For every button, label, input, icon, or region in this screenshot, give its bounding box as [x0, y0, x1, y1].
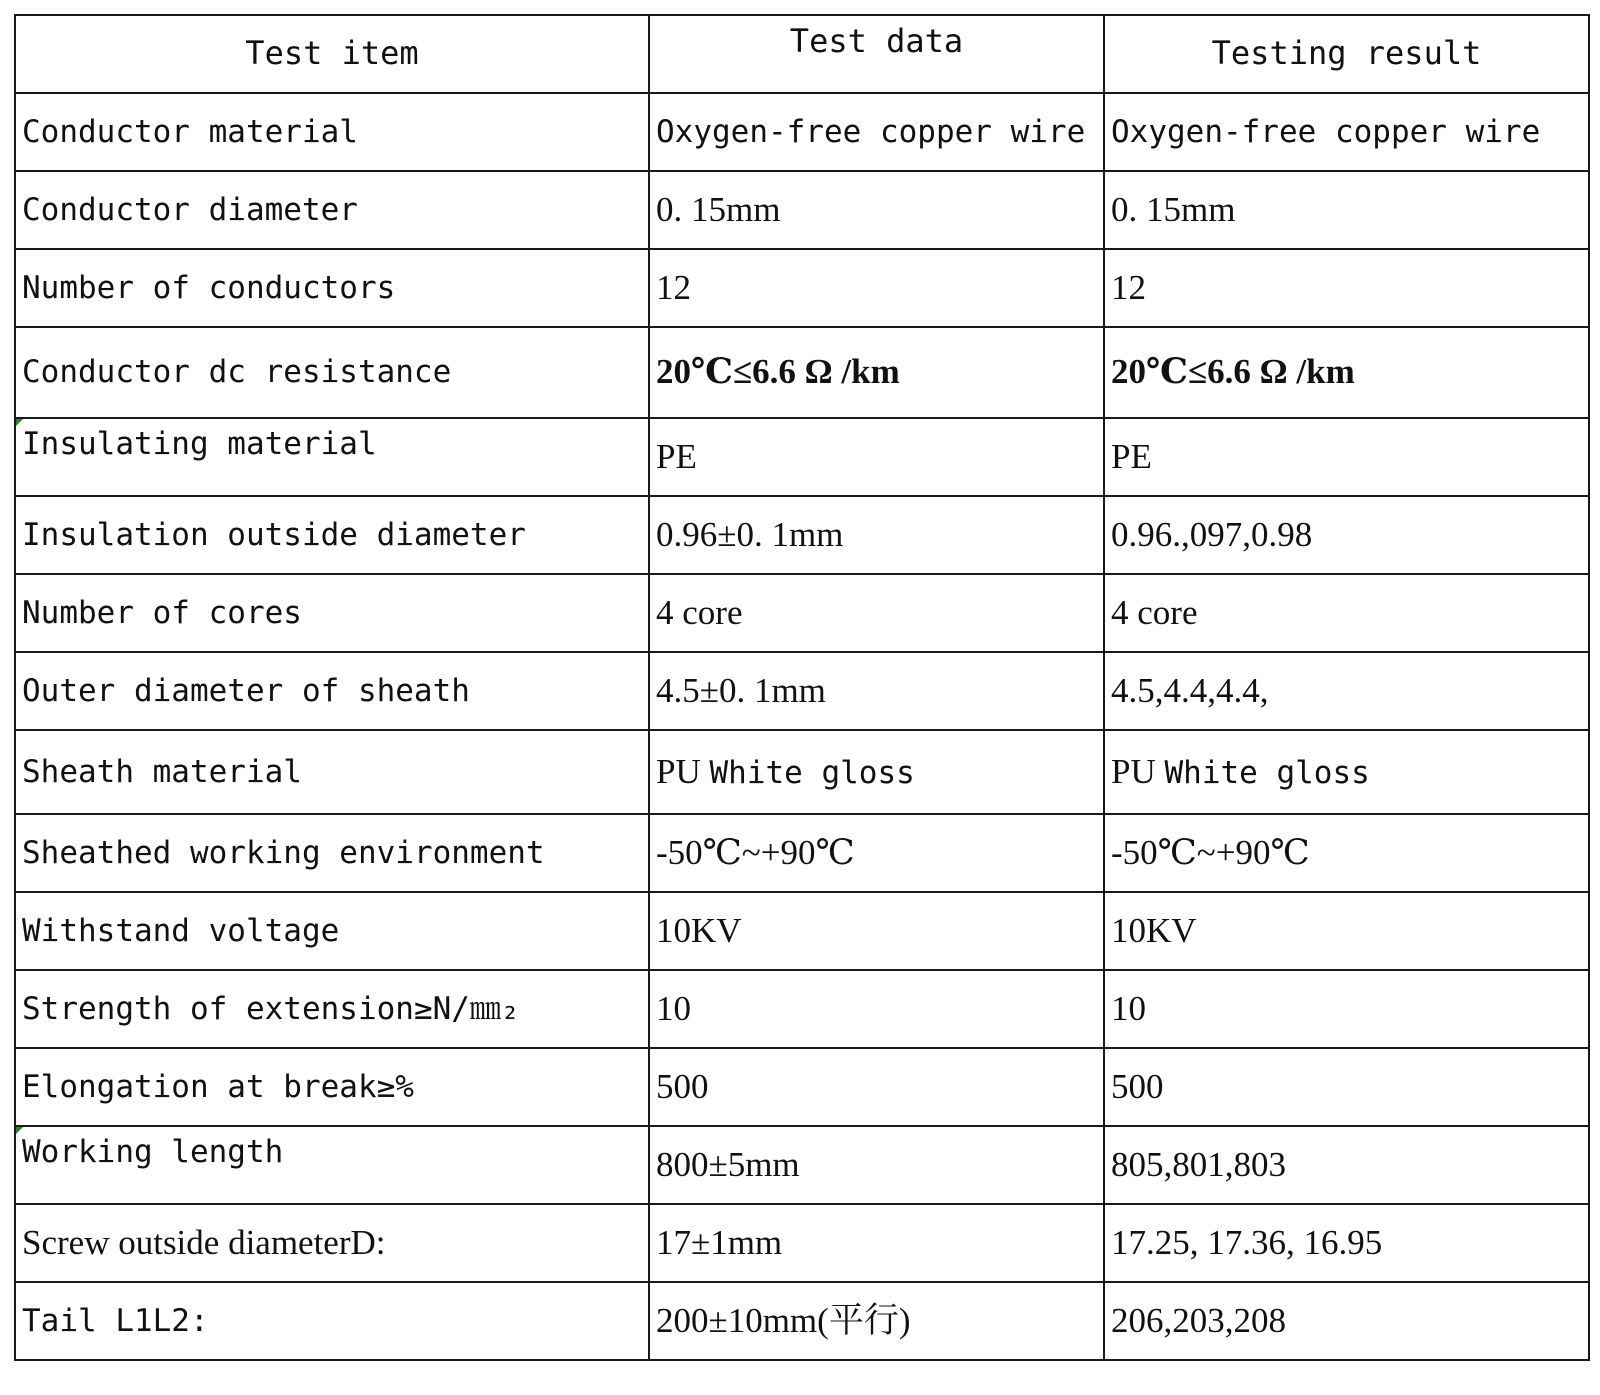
table-row [15, 93, 1589, 171]
row-testing-result: 0.96.,097,0.98 [1104, 496, 1589, 574]
row-testing-result: 4.5,4.4,4.4, [1104, 652, 1589, 730]
header-test-item: Test item [15, 15, 649, 93]
row-item-label: Elongation at break≥% [15, 1048, 649, 1126]
row-testing-result: 805,801,803 [1104, 1126, 1589, 1204]
row-testing-result: 206,203,208 [1104, 1282, 1589, 1360]
table-row [15, 652, 1589, 730]
row-testing-result: 12 [1104, 249, 1589, 327]
row-item-label: Tail L1L2: [15, 1282, 649, 1360]
row-test-data: 10 [649, 970, 1104, 1048]
header-test-data: Test data [649, 15, 1104, 93]
table-row [15, 730, 1589, 814]
row-testing-result: 20℃≤6.6 Ω /km [1104, 327, 1589, 418]
table-row [15, 1126, 1589, 1204]
spec-table [14, 14, 1590, 1361]
table-row [15, 171, 1589, 249]
row-test-data: Oxygen-free copper wire [649, 93, 1104, 171]
table-row [15, 249, 1589, 327]
sheath-data-material: PU [656, 751, 701, 791]
row-item-label: Working length [15, 1126, 649, 1204]
row-testing-result [1104, 730, 1589, 814]
row-test-data: 10KV [649, 892, 1104, 970]
header-testing-result: Testing result [1104, 15, 1589, 93]
row-testing-result: -50℃~+90℃ [1104, 814, 1589, 892]
row-testing-result: 0. 15mm [1104, 171, 1589, 249]
row-test-data: 800±5mm [649, 1126, 1104, 1204]
row-item-label: Conductor diameter [15, 171, 649, 249]
row-test-data: -50℃~+90℃ [649, 814, 1104, 892]
row-item-label: Sheath material [15, 730, 649, 814]
row-item-label: Sheathed working environment [15, 814, 649, 892]
table-row [15, 1048, 1589, 1126]
row-item-label: Number of conductors [15, 249, 649, 327]
table-row [15, 574, 1589, 652]
row-item-label: Number of cores [15, 574, 649, 652]
row-item-label: Conductor dc resistance [15, 327, 649, 418]
row-item-label: Strength of extension≥N/㎜₂ [15, 970, 649, 1048]
row-item-label: Withstand voltage [15, 892, 649, 970]
row-item-label: Conductor material [15, 93, 649, 171]
row-test-data: 0.96±0. 1mm [649, 496, 1104, 574]
row-test-data: PE [649, 418, 1104, 496]
table-row [15, 814, 1589, 892]
sheath-result-material: PU [1111, 751, 1156, 791]
row-item-label: Insulating material [15, 418, 649, 496]
row-test-data [649, 730, 1104, 814]
row-test-data: 20℃≤6.6 Ω /km [649, 327, 1104, 418]
row-testing-result: Oxygen-free copper wire [1104, 93, 1589, 171]
row-item-label: Insulation outside diameter [15, 496, 649, 574]
table-row [15, 970, 1589, 1048]
row-test-data: 500 [649, 1048, 1104, 1126]
row-test-data: 0. 15mm [649, 171, 1104, 249]
row-test-data: 200±10mm(平行) [649, 1282, 1104, 1360]
row-testing-result: 4 core [1104, 574, 1589, 652]
row-test-data: 4 core [649, 574, 1104, 652]
row-test-data: 17±1mm [649, 1204, 1104, 1282]
table-row [15, 496, 1589, 574]
row-testing-result: 10 [1104, 970, 1589, 1048]
row-testing-result: PE [1104, 418, 1589, 496]
row-item-label: Screw outside diameterD: [15, 1204, 649, 1282]
table-row [15, 1204, 1589, 1282]
header-row [15, 15, 1589, 93]
table-row [15, 327, 1589, 418]
table-row [15, 1282, 1589, 1360]
row-test-data: 12 [649, 249, 1104, 327]
row-test-data: 4.5±0. 1mm [649, 652, 1104, 730]
table-row [15, 892, 1589, 970]
sheath-result-finish: White gloss [1164, 754, 1370, 791]
row-testing-result: 10KV [1104, 892, 1589, 970]
sheath-data-finish: White gloss [709, 754, 915, 791]
row-testing-result: 500 [1104, 1048, 1589, 1126]
table-row [15, 418, 1589, 496]
row-item-label: Outer diameter of sheath [15, 652, 649, 730]
row-testing-result: 17.25, 17.36, 16.95 [1104, 1204, 1589, 1282]
